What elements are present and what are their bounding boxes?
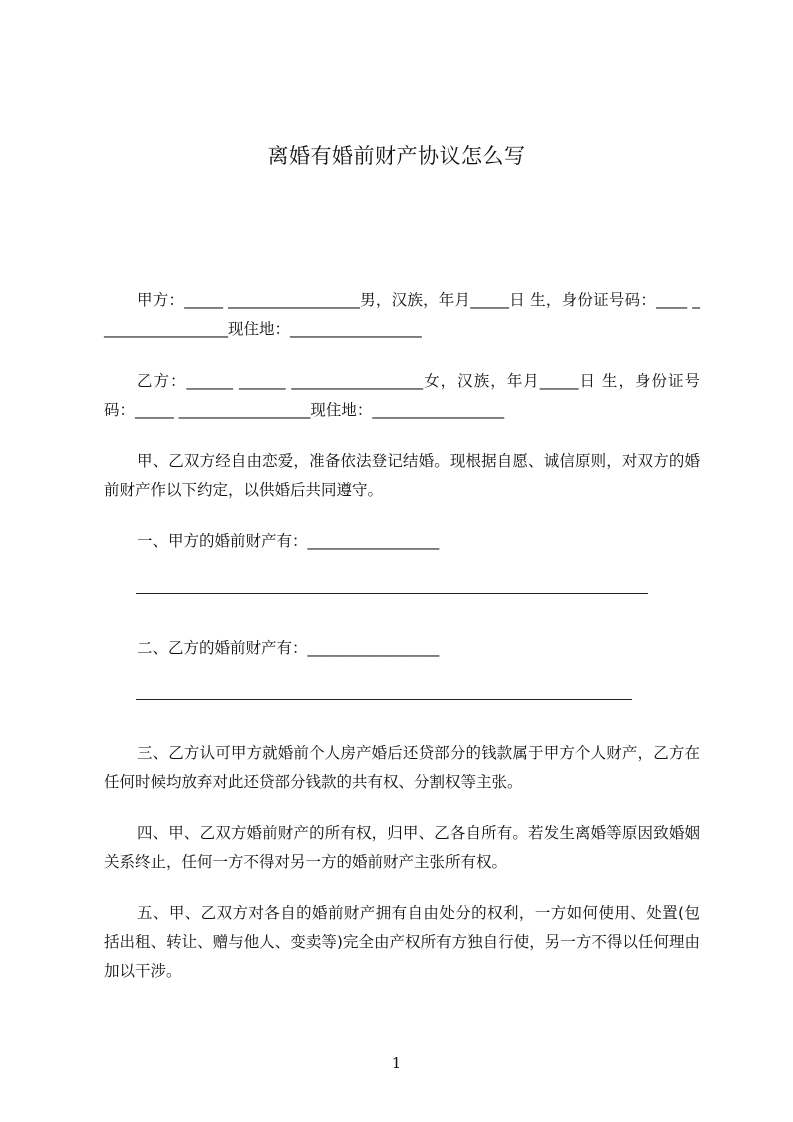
party-a-paragraph: 甲方：_____ _________________男，汉族，年月_____日 生，身份证号码：____ _________________现住地：_________________: [104, 291, 700, 338]
clause-2-blank-line: [136, 699, 632, 700]
preamble-paragraph: 甲、乙双方经自由恋爱，准备依法登记结婚。现根据自愿、诚信原则，对双方的婚前财产作以下约定，以供婚后共同遵守。: [104, 452, 700, 499]
clause-3-paragraph: 三、乙方认可甲方就婚前个人房产婚后还贷部分的钱款属于甲方个人财产，乙方在任何时候均放弃对此还贷部分钱款的共有权、分割权等主张。: [104, 744, 700, 791]
document-title: 离婚有婚前财产协议怎么写: [267, 144, 526, 168]
clause-4-paragraph: 四、甲、乙双方婚前财产的所有权，归甲、乙各自所有。若发生离婚等原因致婚姻关系终止，任何一方不得对另一方的婚前财产主张所有权。: [104, 824, 700, 871]
party-b-paragraph: 乙方：______ ______ _________________女，汉族，年月_____日 生，身份证号码：_____ _________________现住地：_________________: [104, 372, 700, 419]
clause-2-paragraph: 二、乙方的婚前财产有：_________________: [137, 639, 440, 657]
page-number: 1: [391, 1054, 402, 1072]
clause-1-blank-line: [136, 593, 648, 594]
clause-5-paragraph: 五、甲、乙双方对各自的婚前财产拥有自由处分的权利，一方如何使用、处置(包括出租、转让、赠与他人、变卖等)完全由产权所有方独自行使，另一方不得以任何理由加以干涉。: [104, 904, 700, 980]
clause-1-paragraph: 一、甲方的婚前财产有：_________________: [137, 532, 440, 550]
